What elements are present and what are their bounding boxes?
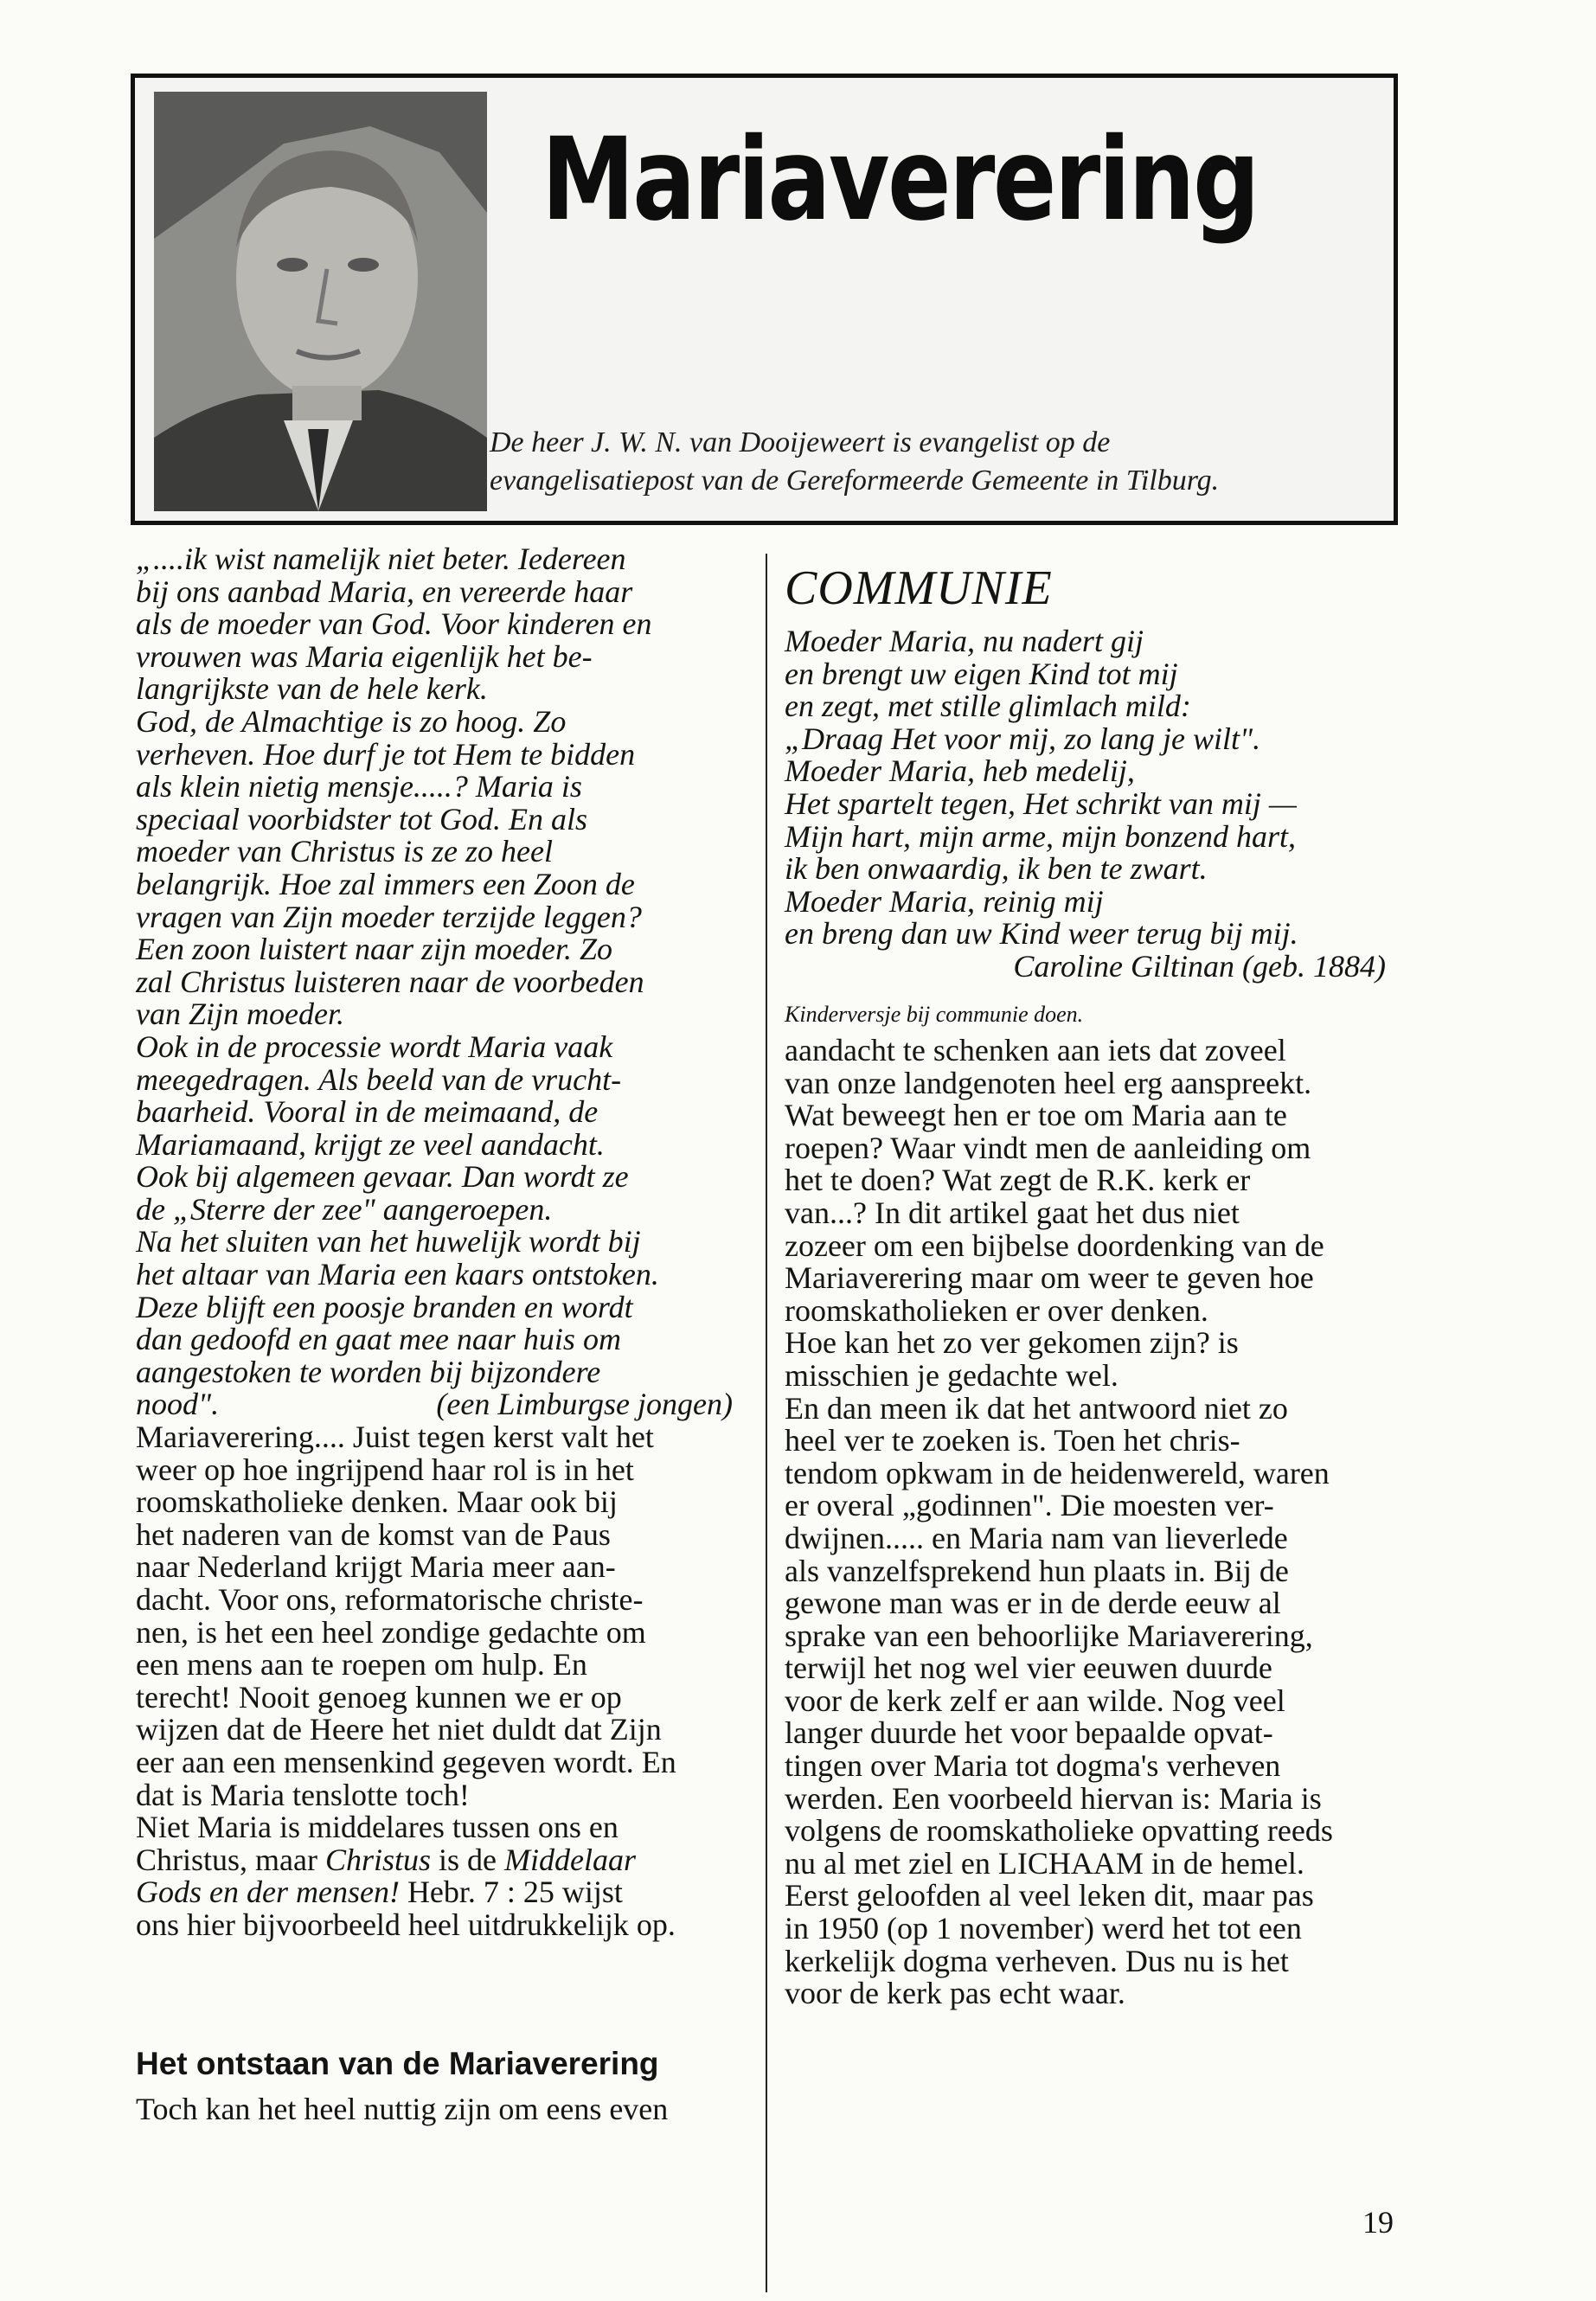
poem-line: Moeder Maria, nu nadert gij xyxy=(785,624,1144,658)
quote-line: vrouwen was Maria eigenlijk het be- xyxy=(136,638,593,674)
section-first-line: Toch kan het heel nuttig zijn om eens even xyxy=(136,2092,669,2126)
body-line: En dan meen ik dat het antwoord niet zo xyxy=(785,1390,1288,1426)
body-line: tingen over Maria tot dogma's verheven xyxy=(785,1748,1281,1784)
body-line: terecht! Nooit genoeg kunnen we er op xyxy=(136,1679,622,1715)
column-divider xyxy=(766,554,767,2292)
body-line: dat is Maria tenslotte toch! xyxy=(136,1777,470,1812)
poem-line: Moeder Maria, reinig mij xyxy=(785,883,1104,919)
body-line: van...? In dit artikel gaat het dus niet xyxy=(785,1195,1240,1230)
quote-line: de „Sterre der zee" aangeroepen. xyxy=(136,1191,553,1227)
article-title: Mariaverering xyxy=(542,113,1259,247)
quote-line: langrijkste van de hele kerk. xyxy=(136,671,488,707)
body-line: dwijnen..... en Maria nam van lieverlede xyxy=(785,1520,1288,1555)
quote-end: nood". xyxy=(136,1387,220,1422)
body-line: Eerst geloofden al veel leken dit, maar pas xyxy=(785,1878,1314,1913)
quote-line: belangrijk. Hoe zal immers een Zoon de xyxy=(136,866,635,901)
quote-line: van Zijn moeder. xyxy=(136,997,344,1032)
body-line: van onze landgenoten heel erg aanspreekt. xyxy=(785,1065,1312,1100)
quote-line: Ook in de processie wordt Maria vaak xyxy=(136,1029,613,1064)
body-line: als vanzelfsprekend hun plaats in. Bij de xyxy=(785,1553,1289,1588)
body-line: terwijl het nog wel vier eeuwen duurde xyxy=(785,1650,1272,1686)
poem-title: COMMUNIE xyxy=(785,561,1053,615)
poem-box xyxy=(785,560,1407,1029)
body-line: sprake van een behoorlijke Mariaverering, xyxy=(785,1618,1313,1653)
body-line: weer op hoe ingrijpend haar rol is in het xyxy=(136,1452,634,1487)
poem-line: ik ben onwaardig, ik ben te zwart. xyxy=(785,851,1208,887)
body-line: het te doen? Wat zegt de R.K. kerk er xyxy=(785,1163,1251,1198)
poem-author: Caroline Giltinan (geb. 1884) xyxy=(1013,948,1386,984)
quote-line: zal Christus luisteren naar de voorbeden xyxy=(136,964,644,999)
text-run-italic: Gods en der mensen! xyxy=(136,1875,400,1910)
body-line: volgens de roomskatholieke opvatting reeds xyxy=(785,1813,1333,1849)
poem-line: „Draag Het voor mij, zo lang je wilt". xyxy=(785,721,1261,756)
quote-line: Na het sluiten van het huwelijk wordt bij xyxy=(136,1224,641,1259)
body-line-mixed xyxy=(136,1844,746,1877)
poem-line: en breng dan uw Kind weer terug bij mij. xyxy=(785,916,1298,952)
body-line: werden. Een voorbeeld hiervan is: Maria is xyxy=(785,1780,1322,1816)
article-header xyxy=(131,74,1398,525)
quote-source: (een Limburgse jongen) xyxy=(436,1387,733,1422)
quote-block xyxy=(136,543,746,1421)
left-column xyxy=(136,543,746,1942)
author-photo xyxy=(154,92,487,511)
quote-line: „....ik wist namelijk niet beter. Iedereen xyxy=(136,542,626,576)
body-line: het naderen van de komst van de Paus xyxy=(136,1516,611,1552)
body-line: Hoe kan het zo ver gekomen zijn? is xyxy=(785,1325,1239,1361)
quote-line: het altaar van Maria een kaars ontstoken. xyxy=(136,1257,659,1292)
quote-line: als klein nietig mensje.....? Maria is xyxy=(136,769,582,804)
body-line: voor de kerk pas echt waar. xyxy=(785,1976,1125,2011)
quote-last-line xyxy=(136,1388,733,1421)
body-line: eer aan een mensenkind gegeven wordt. En xyxy=(136,1744,676,1779)
body-line: wijzen dat de Heere het niet duldt dat Zijn xyxy=(136,1712,662,1747)
quote-line: God, de Almachtige is zo hoog. Zo xyxy=(136,703,567,739)
quote-line: meegedragen. Als beeld van de vrucht- xyxy=(136,1061,622,1097)
portrait-photo-icon xyxy=(154,92,487,511)
body-line: kerkelijk dogma verheven. Dus nu is het xyxy=(785,1943,1289,1978)
body-line: tendom opkwam in de heidenwereld, waren xyxy=(785,1455,1330,1490)
body-line: heel ver te zoeken is. Toen het chris- xyxy=(785,1423,1240,1458)
body-line: ons hier bijvoorbeeld heel uitdrukkelijk op. xyxy=(136,1907,676,1942)
author-caption xyxy=(490,424,1389,500)
quote-line: Mariamaand, krijgt ze veel aandacht. xyxy=(136,1126,605,1162)
body-line: voor de kerk zelf er aan wilde. Nog veel xyxy=(785,1682,1285,1718)
poem-line: en zegt, met stille glimlach mild: xyxy=(785,689,1191,724)
body-line: Mariaverering.... Juist tegen kerst valt het xyxy=(136,1420,654,1455)
quote-line: aangestoken te worden bij bijzondere xyxy=(136,1354,601,1389)
body-line: nen, is het een heel zondige gedachte om xyxy=(136,1614,646,1650)
text-run: Christus, maar xyxy=(136,1842,325,1877)
body-text xyxy=(136,1421,746,1942)
quote-line: speciaal voorbidster tot God. En als xyxy=(136,801,587,836)
body-line: misschien je gedachte wel. xyxy=(785,1357,1118,1393)
body-line: naar Nederland krijgt Maria meer aan- xyxy=(136,1549,616,1585)
caption-line: evangelisatiepost van de Gereformeerde Gemeente in Tilburg. xyxy=(490,465,1220,497)
body-line: Niet Maria is middelares tussen ons en xyxy=(136,1810,619,1845)
section-heading: Het ontstaan van de Mariaverering xyxy=(136,2046,659,2081)
body-line: roomskatholieke denken. Maar ook bij xyxy=(136,1484,618,1520)
caption-line: De heer J. W. N. van Dooijeweert is evangelist op de xyxy=(490,426,1111,458)
quote-line: vragen van Zijn moeder terzijde leggen? xyxy=(136,899,642,934)
right-column xyxy=(785,1035,1403,2010)
body-line: er overal „godinnen". Die moesten ver- xyxy=(785,1488,1274,1523)
body-line: Mariaverering maar om weer te geven hoe xyxy=(785,1260,1314,1296)
quote-line: baarheid. Vooral in de meimaand, de xyxy=(136,1094,599,1130)
text-run: is de xyxy=(431,1842,505,1877)
quote-line: Een zoon luistert naar zijn moeder. Zo xyxy=(136,932,613,967)
poem-line: en brengt uw eigen Kind tot mij xyxy=(785,656,1178,691)
text-run-italic: Christus xyxy=(324,1842,432,1877)
body-line: dacht. Voor ons, reformatorische christe- xyxy=(136,1582,644,1617)
quote-line: verheven. Hoe durf je tot Hem te bidden xyxy=(136,736,636,772)
page-number: 19 xyxy=(1362,2205,1394,2240)
text-run-italic: Middelaar xyxy=(504,1842,637,1877)
text-run: Hebr. 7 : 25 wijst xyxy=(399,1875,623,1910)
poem-line: Mijn hart, mijn arme, mijn bonzend hart, xyxy=(785,818,1296,854)
body-line: een mens aan te roepen om hulp. En xyxy=(136,1647,587,1682)
body-line: langer duurde het voor bepaalde opvat- xyxy=(785,1715,1273,1751)
body-line: roomskatholieken er over denken. xyxy=(785,1292,1208,1328)
quote-line: moeder van Christus is ze zo heel xyxy=(136,834,553,869)
quote-line: als de moeder van God. Voor kinderen en xyxy=(136,606,652,642)
quote-line: dan gedoofd en gaat mee naar huis om xyxy=(136,1322,621,1357)
body-line: roepen? Waar vindt men de aanleiding om xyxy=(785,1130,1311,1165)
quote-line: bij ons aanbad Maria, en vereerde haar xyxy=(136,574,633,609)
poem-line: Moeder Maria, heb medelij, xyxy=(785,753,1135,789)
quote-line: Ook bij algemeen gevaar. Dan wordt ze xyxy=(136,1159,629,1195)
body-line-mixed xyxy=(136,1876,746,1909)
body-line: Wat beweegt hen er toe om Maria aan te xyxy=(785,1098,1287,1133)
body-line: gewone man was er in de derde eeuw al xyxy=(785,1586,1281,1621)
body-line: nu al met ziel en LICHAAM in de hemel. xyxy=(785,1845,1304,1881)
poem-note: Kinderversje bij communie doen. xyxy=(785,1001,1084,1027)
body-line: aandacht te schenken aan iets dat zoveel xyxy=(785,1033,1286,1067)
poem-line: Het spartelt tegen, Het schrikt van mij — xyxy=(785,785,1297,821)
quote-line: Deze blijft een poosje branden en wordt xyxy=(136,1289,633,1324)
body-line: in 1950 (op 1 november) werd het tot een xyxy=(785,1911,1302,1946)
body-line: zozeer om een bijbelse doordenking van de xyxy=(785,1227,1324,1263)
